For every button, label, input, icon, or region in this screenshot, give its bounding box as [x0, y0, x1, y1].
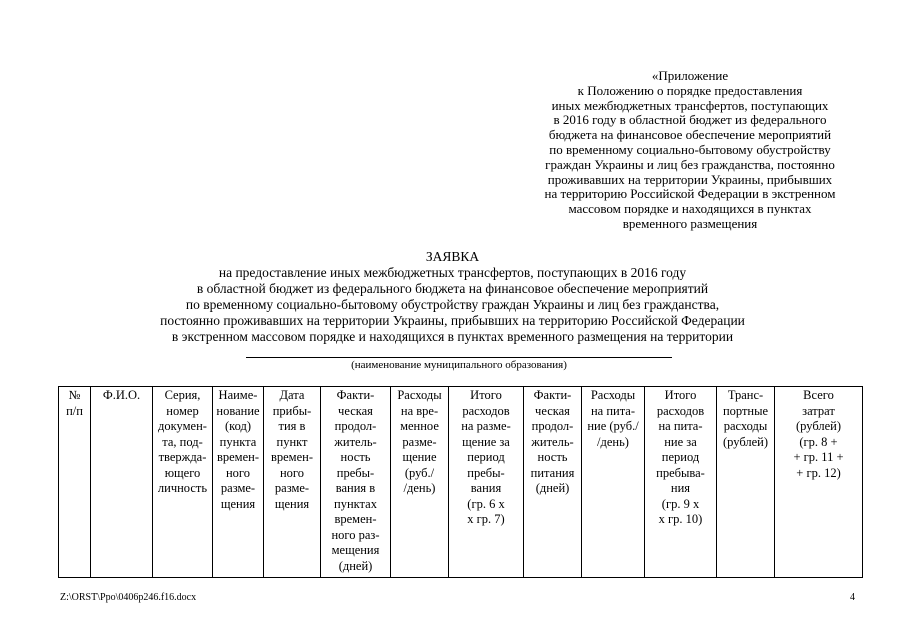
- column-header-line: пунктах: [334, 496, 377, 511]
- request-title-line: в экстренном массовом порядке и находящихся в пунктах временного размещения на территории: [171, 329, 734, 344]
- column-header-line: ющего: [164, 465, 201, 480]
- column-header-line: продол-: [531, 419, 574, 433]
- column-header: [717, 387, 775, 578]
- column-header-line: та, под-: [162, 434, 203, 449]
- column-header-line: щения: [274, 496, 310, 511]
- column-header-line: твержда-: [158, 450, 207, 464]
- column-header-line: Дата: [279, 388, 305, 402]
- column-header: [645, 387, 717, 578]
- column-header: [582, 387, 645, 578]
- column-header-line: расходов: [462, 403, 510, 418]
- column-header-line: прибы-: [272, 403, 312, 418]
- column-header-line: (рублей): [795, 419, 842, 433]
- column-header-line: разме-: [220, 481, 256, 495]
- column-header-line: ческая: [338, 403, 373, 418]
- column-header-line: Расходы: [397, 388, 442, 402]
- column-header-line: (код): [224, 419, 251, 433]
- column-header-line: Расходы: [590, 388, 636, 402]
- column-header-line: ность: [340, 450, 371, 464]
- column-header-line: затрат: [802, 403, 835, 418]
- column-header-line: щение за: [462, 434, 510, 449]
- column-header-line: номер: [166, 403, 199, 418]
- column-header-line: ние за: [664, 434, 697, 449]
- request-title-line: по временному социально-бытовому обустройству граждан Украины и лиц без гражданства,: [185, 297, 720, 312]
- column-header-line: + гр. 12): [796, 465, 841, 480]
- column-header-line: мещения: [331, 543, 380, 557]
- column-header: [391, 387, 449, 578]
- request-title-line: постоянно проживавших на территории Украины, прибывших на территорию Российской Федерации: [160, 313, 745, 328]
- column-header-line: на разме-: [461, 419, 511, 433]
- appendix-block: [500, 69, 880, 232]
- request-table: [58, 386, 863, 578]
- column-header: [213, 387, 264, 578]
- page-number: 4: [850, 592, 855, 603]
- appendix-line: массовом порядке и находящихся в пунктах: [568, 201, 812, 217]
- column-header-line: период: [467, 450, 505, 464]
- column-header-line: житель-: [334, 434, 377, 449]
- column-header-line: щение: [402, 450, 437, 464]
- appendix-line: «Приложение: [651, 68, 729, 83]
- column-header: [775, 387, 863, 578]
- column-header-line: ние (руб./: [587, 419, 639, 433]
- column-header-line: п/п: [66, 403, 83, 418]
- column-header-line: расходы: [723, 419, 768, 433]
- column-header-line: личность: [157, 481, 208, 495]
- column-header-line: (гр. 8 +: [799, 434, 838, 449]
- appendix-line: граждан Украины и лиц без гражданства, постоянно: [545, 156, 835, 172]
- column-header-line: /день): [403, 481, 436, 495]
- appendix-line: бюджета на финансовое обеспечение мероприятий: [548, 127, 832, 143]
- column-header-line: (дней): [338, 558, 373, 573]
- column-header-line: ного: [225, 465, 250, 480]
- column-header-line: продол-: [334, 419, 377, 433]
- column-header-line: Ф.И.О.: [102, 388, 141, 402]
- column-header-line: на пита-: [590, 403, 636, 418]
- column-header-line: ческая: [535, 403, 570, 418]
- column-header-line: (гр. 9 х: [661, 496, 700, 511]
- request-title-line: в областной бюджет из федерального бюджета на финансовое обеспечение мероприятий: [196, 281, 709, 296]
- column-header-line: Итого: [470, 388, 502, 402]
- column-header-line: разме-: [402, 434, 437, 449]
- column-header-line: вания в: [335, 481, 376, 495]
- column-header-line: Транс-: [727, 388, 764, 402]
- column-header-line: (гр. 6 х: [467, 496, 505, 511]
- column-header-line: расходов: [656, 403, 705, 418]
- appendix-line: на территорию Российской Федерации в экстренном: [544, 186, 836, 202]
- column-header-line: времен-: [334, 512, 377, 526]
- column-header-line: Факти-: [336, 388, 375, 402]
- appendix-line: в 2016 году в областной бюджет из федерального: [553, 112, 827, 128]
- column-header-line: пребы-: [336, 465, 375, 480]
- appendix-line: проживавших на территории Украины, прибывших: [547, 171, 833, 187]
- column-header-line: докумен-: [158, 419, 207, 433]
- column-header-line: №: [68, 388, 81, 402]
- column-header-line: Наиме-: [218, 388, 258, 402]
- column-header-line: вания: [470, 481, 502, 495]
- column-header-line: пребыва-: [656, 465, 705, 480]
- column-header-line: питания: [530, 465, 575, 480]
- column-header-line: времен-: [270, 450, 313, 464]
- column-header-line: нование: [216, 403, 260, 418]
- request-title-line: на предоставление иных межбюджетных трансфертов, поступающих в 2016 году: [218, 265, 687, 280]
- appendix-line: иных межбюджетных трансфертов, поступающих: [551, 97, 829, 113]
- column-header-line: Факти-: [533, 388, 572, 402]
- column-header-line: пребы-: [467, 465, 505, 480]
- column-header-line: Итого: [664, 388, 697, 402]
- column-header: [449, 387, 524, 578]
- column-header-line: щения: [220, 496, 256, 511]
- column-header-line: (рублей): [722, 434, 769, 449]
- appendix-line: по временному социально-бытовому обустройству: [549, 141, 831, 157]
- column-header-line: тия в: [278, 419, 306, 433]
- column-header-line: период: [661, 450, 700, 464]
- column-header-line: х гр. 10): [658, 512, 703, 526]
- municipality-caption: (наименование муниципального образования): [351, 359, 567, 371]
- column-header-line: (дней): [535, 481, 570, 495]
- column-header-line: + гр. 11 +: [793, 450, 844, 464]
- column-header-line: Всего: [803, 388, 834, 402]
- column-header: [59, 387, 91, 578]
- column-header: [524, 387, 582, 578]
- column-header-line: ния: [670, 481, 691, 495]
- request-title-block: [100, 249, 805, 345]
- column-header-line: на пита-: [658, 419, 703, 433]
- column-header: [321, 387, 391, 578]
- column-header: [264, 387, 321, 578]
- column-header: [153, 387, 213, 578]
- column-header-line: (руб./: [404, 465, 435, 480]
- column-header: [91, 387, 153, 578]
- column-header-line: ность: [537, 450, 568, 464]
- appendix-line: к Положению о порядке предоставления: [577, 82, 803, 98]
- appendix-line: временного размещения: [622, 215, 758, 231]
- table-header-row: [59, 387, 863, 578]
- request-heading: ЗАЯВКА: [425, 249, 480, 264]
- column-header-line: времен-: [216, 450, 259, 464]
- column-header-line: пункта: [219, 434, 257, 449]
- column-header-line: х гр. 7): [467, 512, 505, 526]
- column-header-line: пункт: [276, 434, 308, 449]
- column-header-line: ного: [279, 465, 304, 480]
- column-header-line: /день): [597, 434, 629, 449]
- column-header-line: менное: [400, 419, 439, 433]
- column-header-line: на вре-: [400, 403, 439, 418]
- column-header-line: разме-: [274, 481, 310, 495]
- file-path: Z:\ORST\Ppo\0406p246.f16.docx: [60, 592, 197, 603]
- column-header-line: Серия,: [164, 388, 201, 402]
- column-header-line: ного раз-: [331, 527, 380, 542]
- column-header-line: портные: [722, 403, 769, 418]
- column-header-line: житель-: [531, 434, 574, 449]
- municipality-underline: [246, 357, 672, 358]
